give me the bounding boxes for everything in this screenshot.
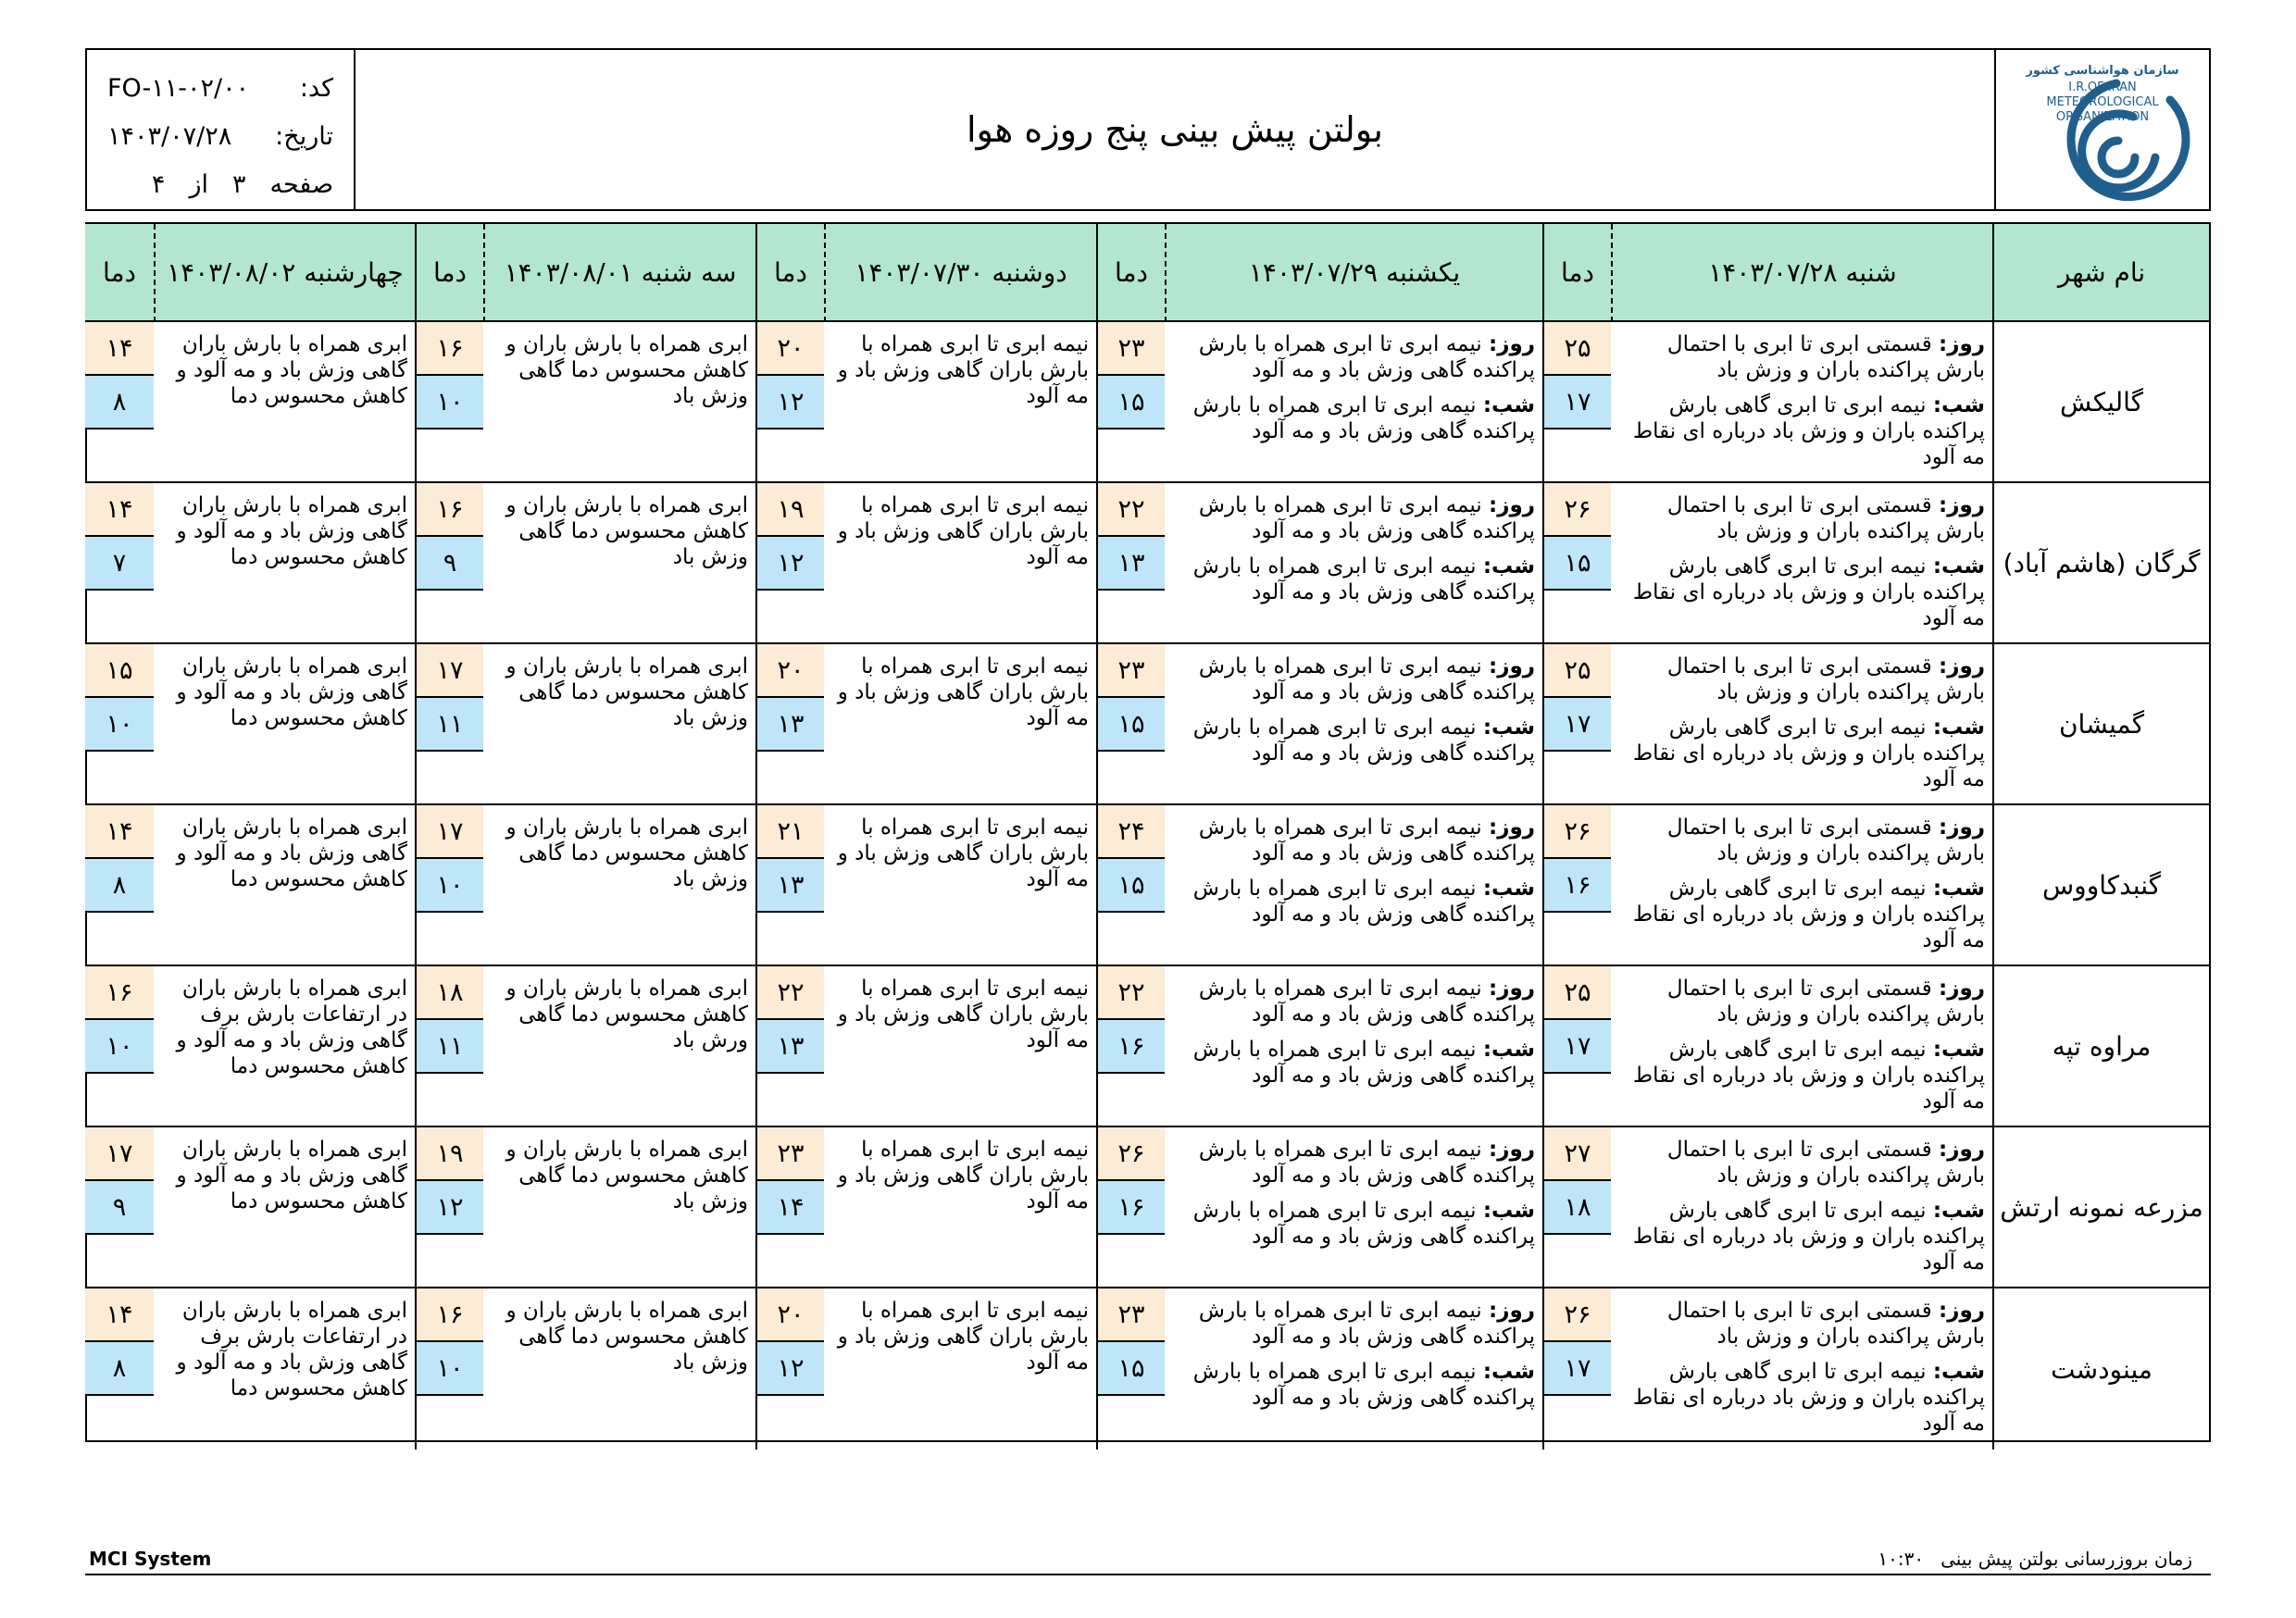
night-forecast [1172, 1198, 1535, 1250]
day-forecast-text: قسمتی ابری تا ابری با احتمال بارش پراکنده باران و وزش باد [1666, 493, 1985, 543]
max-temperature: ۱۸ [417, 966, 483, 1020]
min-temperature: ۱۱ [417, 698, 483, 752]
max-temperature: ۲۰ [757, 322, 824, 376]
temperature-cell [1096, 644, 1165, 805]
max-temperature: ۲۲ [757, 966, 824, 1020]
day-forecast-text: قسمتی ابری تا ابری با احتمال بارش پراکنده باران و وزش باد [1666, 1299, 1985, 1349]
day-forecast [1618, 976, 1985, 1027]
code-label: کد: [299, 74, 333, 103]
city-name: گنبدکاووس [2042, 869, 2162, 901]
min-temperature: ۱۷ [1544, 1020, 1611, 1074]
temperature-cell [415, 966, 483, 1127]
day-label: روز: [1939, 815, 1985, 840]
min-temperature: ۱۲ [417, 1181, 483, 1235]
page-label: صفحه [269, 170, 333, 199]
temp-column-header: دما [415, 224, 483, 322]
day-forecast-text: قسمتی ابری تا ابری با احتمال بارش پراکنده باران و وزش باد [1666, 1138, 1985, 1188]
night-forecast-text: نیمه ابری تا ابری همراه با بارش پراکنده گاهی وزش باد و مه آلود [1192, 1038, 1535, 1088]
temperature-cell [415, 644, 483, 805]
page-row [107, 161, 333, 209]
day-column-header: دوشنبه ۱۴۰۳/۰۷/۳۰ [824, 224, 1096, 322]
max-temperature: ۲۵ [1544, 966, 1611, 1020]
city-name: مراوه تپه [2052, 1030, 2152, 1062]
temperature-cell [85, 1127, 154, 1288]
forecast-cell [154, 966, 415, 1127]
night-forecast-text: نیمه ابری تا ابری گاهی بارش پراکنده باران و وزش باد درباره ای نقاط مه آلود [1632, 1199, 1985, 1275]
night-forecast-text: نیمه ابری تا ابری گاهی بارش پراکنده باران و وزش باد درباره ای نقاط مه آلود [1632, 1360, 1985, 1436]
max-temperature: ۱۶ [417, 1288, 483, 1342]
forecast-text: نیمه ابری تا ابری همراه با بارش باران گاهی وزش باد و مه آلود [837, 815, 1089, 891]
page-of: از [189, 170, 208, 199]
forecast-cell [483, 644, 755, 805]
min-temperature: ۱۷ [1544, 376, 1611, 429]
temperature-cell [1096, 322, 1165, 483]
max-temperature: ۲۰ [757, 1288, 824, 1342]
min-temperature: ۱۵ [1544, 537, 1611, 591]
page-title: بولتن پیش بینی پنج روزه هوا [967, 109, 1384, 150]
forecast-cell [154, 1127, 415, 1288]
min-temperature: ۱۰ [417, 859, 483, 913]
page-footer [85, 1548, 2211, 1575]
forecast-text: ابری همراه با بارش باران و کاهش محسوس دما گاهی وزش باد [505, 493, 748, 569]
day-forecast [1618, 1137, 1985, 1189]
max-temperature: ۲۶ [1544, 805, 1611, 859]
min-temperature: ۸ [85, 859, 154, 913]
city-name: گرگان (هاشم آباد) [2003, 547, 2201, 579]
forecast-table [85, 222, 2211, 1442]
temperature-cell [415, 1288, 483, 1450]
city-cell [1992, 322, 2209, 483]
night-forecast [1618, 554, 1985, 631]
forecast-cell [824, 1127, 1096, 1288]
day-label: روز: [1489, 1138, 1535, 1162]
max-temperature: ۲۲ [1098, 483, 1165, 537]
night-forecast [1618, 1198, 1985, 1276]
day-label: روز: [1939, 332, 1985, 356]
night-forecast [1618, 392, 1985, 470]
night-label: شب: [1482, 393, 1535, 417]
day-label: روز: [1489, 815, 1535, 840]
day-label: روز: [1489, 654, 1535, 678]
max-temperature: ۲۶ [1544, 483, 1611, 537]
forecast-text: ابری همراه با بارش باران و کاهش محسوس دما گاهی ورش باد [505, 977, 748, 1052]
svg-text:METEOROLOGICAL: METEOROLOGICAL [2046, 95, 2159, 109]
temperature-cell [85, 1288, 154, 1450]
day-label: روز: [1939, 1299, 1985, 1323]
day-forecast-text: نیمه ابری تا ابری همراه با بارش پراکنده گاهی وزش باد و مه آلود [1198, 977, 1535, 1027]
temperature-cell [1096, 966, 1165, 1127]
day-forecast [1618, 331, 1985, 383]
temperature-cell [415, 483, 483, 644]
temperature-cell [85, 644, 154, 805]
bulletin-title [356, 50, 1994, 209]
forecast-text: ابری همراه با بارش باران و کاهش محسوس دما گاهی وزش باد [505, 332, 748, 408]
night-forecast [1172, 876, 1535, 927]
forecast-cell [824, 1288, 1096, 1450]
temp-column-header: دما [1096, 224, 1165, 322]
max-temperature: ۲۳ [757, 1127, 824, 1181]
min-temperature: ۱۵ [1098, 698, 1165, 752]
max-temperature: ۲۶ [1544, 1288, 1611, 1342]
night-forecast-text: نیمه ابری تا ابری همراه با بارش پراکنده گاهی وزش باد و مه آلود [1192, 716, 1535, 765]
min-temperature: ۱۲ [757, 376, 824, 429]
temp-column-header: دما [755, 224, 824, 322]
day-label: روز: [1939, 493, 1985, 517]
day-forecast [1618, 815, 1985, 866]
night-forecast-text: نیمه ابری تا ابری گاهی بارش پراکنده باران و وزش باد درباره ای نقاط مه آلود [1632, 716, 1985, 791]
forecast-text: ابری همراه با بارش باران گاهی وزش باد و مه آلود و کاهش محسوس دما [176, 1138, 407, 1214]
max-temperature: ۱۹ [757, 483, 824, 537]
min-temperature: ۱۵ [1098, 1342, 1165, 1396]
night-forecast [1618, 715, 1985, 792]
forecast-cell [1165, 322, 1542, 483]
night-forecast [1618, 1037, 1985, 1114]
night-label: شب: [1932, 1038, 1985, 1062]
day-column-header: یکشنبه ۱۴۰۳/۰۷/۲۹ [1165, 224, 1542, 322]
forecast-cell [483, 1288, 755, 1450]
night-label: شب: [1932, 1199, 1985, 1223]
max-temperature: ۲۷ [1544, 1127, 1611, 1181]
min-temperature: ۱۱ [417, 1020, 483, 1074]
page-number: ۳ [231, 170, 246, 199]
temperature-cell [1542, 805, 1611, 966]
svg-text:I.R.OF IRAN: I.R.OF IRAN [2068, 81, 2137, 94]
forecast-cell [483, 966, 755, 1127]
forecast-cell [483, 322, 755, 483]
night-label: شب: [1482, 1038, 1535, 1062]
date-row [107, 113, 333, 161]
night-forecast-text: نیمه ابری تا ابری همراه با بارش پراکنده گاهی وزش باد و مه آلود [1192, 393, 1535, 443]
day-forecast-text: قسمتی ابری تا ابری با احتمال بارش پراکنده باران و وزش باد [1666, 332, 1985, 382]
day-forecast-text: نیمه ابری تا ابری همراه با بارش پراکنده گاهی وزش باد و مه آلود [1198, 493, 1535, 543]
temperature-cell [1542, 1127, 1611, 1288]
document-meta [87, 50, 356, 209]
page-total: ۴ [151, 170, 166, 199]
forecast-cell [1611, 1127, 1992, 1288]
night-forecast-text: نیمه ابری تا ابری گاهی بارش پراکنده باران و وزش باد درباره ای نقاط مه آلود [1632, 877, 1985, 952]
day-forecast-text: نیمه ابری تا ابری همراه با بارش پراکنده گاهی وزش باد و مه آلود [1198, 654, 1535, 704]
temperature-cell [1096, 1127, 1165, 1288]
day-label: روز: [1939, 977, 1985, 1001]
footer-update-label: زمان بروزرسانی بولتن پیش بینی [1940, 1548, 2192, 1570]
day-forecast-text: نیمه ابری تا ابری همراه با بارش پراکنده گاهی وزش باد و مه آلود [1198, 332, 1535, 382]
forecast-text: ابری همراه با بارش باران در ارتفاعات بارش برف گاهی وزش باد و مه آلود و کاهش محسوس دما [176, 977, 407, 1078]
forecast-cell [1165, 966, 1542, 1127]
day-forecast [1172, 1137, 1535, 1189]
max-temperature: ۲۱ [757, 805, 824, 859]
min-temperature: ۱۵ [1098, 376, 1165, 429]
forecast-cell [1611, 966, 1992, 1127]
min-temperature: ۱۷ [1544, 1342, 1611, 1396]
forecast-cell [824, 483, 1096, 644]
svg-text:سازمان هواشناسی کشور: سازمان هواشناسی کشور [2026, 64, 2179, 78]
day-forecast [1172, 492, 1535, 544]
city-cell [1992, 966, 2209, 1127]
night-label: شب: [1482, 877, 1535, 901]
night-forecast [1172, 1037, 1535, 1089]
max-temperature: ۱۶ [417, 322, 483, 376]
forecast-text: ابری همراه با بارش باران و کاهش محسوس دما گاهی وزش باد [505, 654, 748, 730]
forecast-cell [824, 805, 1096, 966]
night-forecast [1618, 1359, 1985, 1437]
day-label: روز: [1939, 1138, 1985, 1162]
day-forecast-text: قسمتی ابری تا ابری با احتمال بارش پراکنده باران و وزش باد [1666, 977, 1985, 1027]
temperature-cell [85, 966, 154, 1127]
night-forecast [1618, 876, 1985, 953]
forecast-cell [483, 805, 755, 966]
day-label: روز: [1489, 1299, 1535, 1323]
forecast-cell [824, 644, 1096, 805]
forecast-text: نیمه ابری تا ابری همراه با بارش باران گاهی وزش باد و مه آلود [837, 493, 1089, 569]
temperature-cell [755, 966, 824, 1127]
min-temperature: ۱۲ [757, 1342, 824, 1396]
max-temperature: ۱۴ [85, 1288, 154, 1342]
min-temperature: ۱۲ [757, 537, 824, 591]
night-forecast [1172, 1359, 1535, 1411]
code-value: FO-۱۱-۰۲/۰۰ [107, 74, 250, 103]
min-temperature: ۱۰ [417, 376, 483, 429]
city-name: مزرعه نمونه ارتش [2000, 1191, 2203, 1223]
city-cell [1992, 805, 2209, 966]
forecast-text: نیمه ابری تا ابری همراه با بارش باران گاهی وزش باد و مه آلود [837, 977, 1089, 1052]
night-forecast-text: نیمه ابری تا ابری همراه با بارش پراکنده گاهی وزش باد و مه آلود [1192, 1360, 1535, 1410]
max-temperature: ۱۴ [85, 322, 154, 376]
min-temperature: ۱۰ [85, 698, 154, 752]
forecast-cell [483, 483, 755, 644]
min-temperature: ۱۴ [757, 1181, 824, 1235]
max-temperature: ۱۶ [85, 966, 154, 1020]
day-label: روز: [1939, 654, 1985, 678]
forecast-text: ابری همراه با بارش باران و کاهش محسوس دما گاهی وزش باد [505, 1299, 748, 1375]
night-label: شب: [1482, 554, 1535, 579]
min-temperature: ۱۸ [1544, 1181, 1611, 1235]
night-label: شب: [1932, 554, 1985, 579]
min-temperature: ۱۳ [757, 698, 824, 752]
min-temperature: ۹ [85, 1181, 154, 1235]
max-temperature: ۱۷ [85, 1127, 154, 1181]
temperature-cell [1096, 483, 1165, 644]
max-temperature: ۱۷ [417, 805, 483, 859]
city-name: مینودشت [2051, 1353, 2152, 1385]
max-temperature: ۱۹ [417, 1127, 483, 1181]
date-value: ۱۴۰۳/۰۷/۲۸ [107, 122, 232, 151]
night-label: شب: [1932, 393, 1985, 417]
temperature-cell [415, 1127, 483, 1288]
bulletin-header [85, 48, 2211, 211]
day-forecast [1618, 1298, 1985, 1350]
forecast-cell [1165, 805, 1542, 966]
day-forecast [1618, 653, 1985, 705]
min-temperature: ۸ [85, 376, 154, 429]
min-temperature: ۱۳ [1098, 537, 1165, 591]
day-column-header: شنبه ۱۴۰۳/۰۷/۲۸ [1611, 224, 1992, 322]
day-forecast-text: قسمتی ابری تا ابری با احتمال بارش پراکنده باران و وزش باد [1666, 654, 1985, 704]
forecast-text: ابری همراه با بارش باران گاهی وزش باد و مه آلود و کاهش محسوس دما [176, 654, 407, 730]
max-temperature: ۲۴ [1098, 805, 1165, 859]
night-label: شب: [1482, 716, 1535, 740]
max-temperature: ۱۴ [85, 805, 154, 859]
temperature-cell [1096, 1288, 1165, 1450]
night-forecast [1172, 715, 1535, 766]
organization-logo [1994, 50, 2209, 209]
day-forecast-text: قسمتی ابری تا ابری با احتمال بارش پراکنده باران و وزش باد [1666, 815, 1985, 865]
forecast-cell [1611, 483, 1992, 644]
date-label: تاریخ: [275, 122, 333, 151]
temperature-cell [85, 805, 154, 966]
night-label: شب: [1932, 877, 1985, 901]
forecast-text: نیمه ابری تا ابری همراه با بارش باران گاهی وزش باد و مه آلود [837, 654, 1089, 730]
forecast-cell [154, 644, 415, 805]
forecast-cell [1165, 644, 1542, 805]
city-cell [1992, 1288, 2209, 1450]
footer-system-name: MCI System [89, 1548, 212, 1570]
max-temperature: ۲۰ [757, 644, 824, 698]
night-label: شب: [1482, 1360, 1535, 1384]
forecast-cell [1165, 1127, 1542, 1288]
temperature-cell [1542, 644, 1611, 805]
forecast-cell [483, 1127, 755, 1288]
night-label: شب: [1932, 716, 1985, 740]
max-temperature: ۲۶ [1098, 1127, 1165, 1181]
day-forecast [1172, 976, 1535, 1027]
forecast-cell [154, 805, 415, 966]
min-temperature: ۱۳ [757, 1020, 824, 1074]
forecast-cell [1611, 805, 1992, 966]
forecast-cell [824, 322, 1096, 483]
min-temperature: ۱۷ [1544, 698, 1611, 752]
day-forecast-text: نیمه ابری تا ابری همراه با بارش پراکنده گاهی وزش باد و مه آلود [1198, 1299, 1535, 1349]
max-temperature: ۲۳ [1098, 1288, 1165, 1342]
night-label: شب: [1932, 1360, 1985, 1384]
day-forecast [1172, 1298, 1535, 1350]
city-cell [1992, 483, 2209, 644]
temperature-cell [1096, 805, 1165, 966]
forecast-cell [1611, 644, 1992, 805]
day-forecast [1172, 653, 1535, 705]
min-temperature: ۸ [85, 1342, 154, 1396]
min-temperature: ۱۶ [1098, 1020, 1165, 1074]
city-name: گمیشان [2058, 708, 2145, 740]
day-column-header: سه شنبه ۱۴۰۳/۰۸/۰۱ [483, 224, 755, 322]
day-forecast-text: نیمه ابری تا ابری همراه با بارش پراکنده گاهی وزش باد و مه آلود [1198, 815, 1535, 865]
svg-text:ORGANIZATION: ORGANIZATION [2055, 110, 2150, 124]
forecast-text: نیمه ابری تا ابری همراه با بارش باران گاهی وزش باد و مه آلود [837, 1138, 1089, 1214]
temperature-cell [415, 805, 483, 966]
day-label: روز: [1489, 493, 1535, 517]
forecast-cell [824, 966, 1096, 1127]
temp-column-header: دما [1542, 224, 1611, 322]
temperature-cell [755, 805, 824, 966]
forecast-text: ابری همراه با بارش باران گاهی وزش باد و مه آلود و کاهش محسوس دما [176, 332, 407, 408]
min-temperature: ۱۵ [1098, 859, 1165, 913]
forecast-text: نیمه ابری تا ابری همراه با بارش باران گاهی وزش باد و مه آلود [837, 1299, 1089, 1375]
temp-column-header: دما [85, 224, 154, 322]
max-temperature: ۲۲ [1098, 966, 1165, 1020]
temperature-cell [1542, 966, 1611, 1127]
max-temperature: ۲۳ [1098, 644, 1165, 698]
min-temperature: ۱۶ [1098, 1181, 1165, 1235]
min-temperature: ۷ [85, 537, 154, 591]
city-cell [1992, 644, 2209, 805]
temperature-cell [1542, 322, 1611, 483]
city-cell [1992, 1127, 2209, 1288]
night-forecast-text: نیمه ابری تا ابری گاهی بارش پراکنده باران و وزش باد درباره ای نقاط مه آلود [1632, 393, 1985, 469]
max-temperature: ۲۵ [1544, 322, 1611, 376]
forecast-cell [1165, 1288, 1542, 1450]
day-forecast [1172, 331, 1535, 383]
day-forecast-text: نیمه ابری تا ابری همراه با بارش پراکنده گاهی وزش باد و مه آلود [1198, 1138, 1535, 1188]
day-column-header: چهارشنبه ۱۴۰۳/۰۸/۰۲ [154, 224, 415, 322]
forecast-cell [154, 483, 415, 644]
max-temperature: ۱۵ [85, 644, 154, 698]
temperature-cell [85, 322, 154, 483]
temperature-cell [85, 483, 154, 644]
night-forecast-text: نیمه ابری تا ابری همراه با بارش پراکنده گاهی وزش باد و مه آلود [1192, 877, 1535, 927]
code-row [107, 65, 333, 113]
forecast-text: نیمه ابری تا ابری همراه با بارش باران گاهی وزش باد و مه آلود [837, 332, 1089, 408]
max-temperature: ۱۶ [417, 483, 483, 537]
min-temperature: ۹ [417, 537, 483, 591]
city-column-header: نام شهر [1992, 224, 2209, 322]
night-forecast-text: نیمه ابری تا ابری همراه با بارش پراکنده گاهی وزش باد و مه آلود [1192, 1199, 1535, 1249]
temperature-cell [1542, 483, 1611, 644]
forecast-text: ابری همراه با بارش باران گاهی وزش باد و مه آلود و کاهش محسوس دما [176, 815, 407, 891]
day-forecast [1172, 815, 1535, 866]
forecast-cell [1611, 1288, 1992, 1450]
min-temperature: ۱۰ [85, 1020, 154, 1074]
night-forecast-text: نیمه ابری تا ابری گاهی بارش پراکنده باران و وزش باد درباره ای نقاط مه آلود [1632, 554, 1985, 630]
forecast-text: ابری همراه با بارش باران و کاهش محسوس دما گاهی وزش باد [505, 815, 748, 891]
max-temperature: ۲۳ [1098, 322, 1165, 376]
day-label: روز: [1489, 332, 1535, 356]
night-forecast-text: نیمه ابری تا ابری گاهی بارش پراکنده باران و وزش باد درباره ای نقاط مه آلود [1632, 1038, 1985, 1114]
night-forecast [1172, 554, 1535, 605]
temperature-cell [755, 1288, 824, 1450]
temperature-cell [755, 483, 824, 644]
forecast-cell [154, 322, 415, 483]
temperature-cell [755, 644, 824, 805]
footer-update-time [1878, 1548, 2209, 1570]
day-label: روز: [1489, 977, 1535, 1001]
night-forecast-text: نیمه ابری تا ابری همراه با بارش پراکنده گاهی وزش باد و مه آلود [1192, 554, 1535, 604]
min-temperature: ۱۶ [1544, 859, 1611, 913]
forecast-text: ابری همراه با بارش باران در ارتفاعات بارش برف گاهی وزش باد و مه آلود و کاهش محسوس دما [176, 1299, 407, 1400]
day-forecast [1618, 492, 1985, 544]
city-name: گالیکش [2060, 386, 2144, 417]
footer-update-value: ۱۰:۳۰ [1878, 1548, 1925, 1570]
forecast-text: ابری همراه با بارش باران گاهی وزش باد و مه آلود و کاهش محسوس دما [176, 493, 407, 569]
night-forecast [1172, 392, 1535, 444]
min-temperature: ۱۳ [757, 859, 824, 913]
max-temperature: ۲۵ [1544, 644, 1611, 698]
temperature-cell [755, 322, 824, 483]
temperature-cell [415, 322, 483, 483]
temperature-cell [755, 1127, 824, 1288]
forecast-cell [154, 1288, 415, 1450]
forecast-cell [1611, 322, 1992, 483]
night-label: شب: [1482, 1199, 1535, 1223]
temperature-cell [1542, 1288, 1611, 1450]
min-temperature: ۱۰ [417, 1342, 483, 1396]
forecast-cell [1165, 483, 1542, 644]
forecast-text: ابری همراه با بارش باران و کاهش محسوس دما گاهی وزش باد [505, 1138, 748, 1214]
meteorological-organization-logo-icon [2005, 56, 2200, 204]
max-temperature: ۱۷ [417, 644, 483, 698]
max-temperature: ۱۴ [85, 483, 154, 537]
